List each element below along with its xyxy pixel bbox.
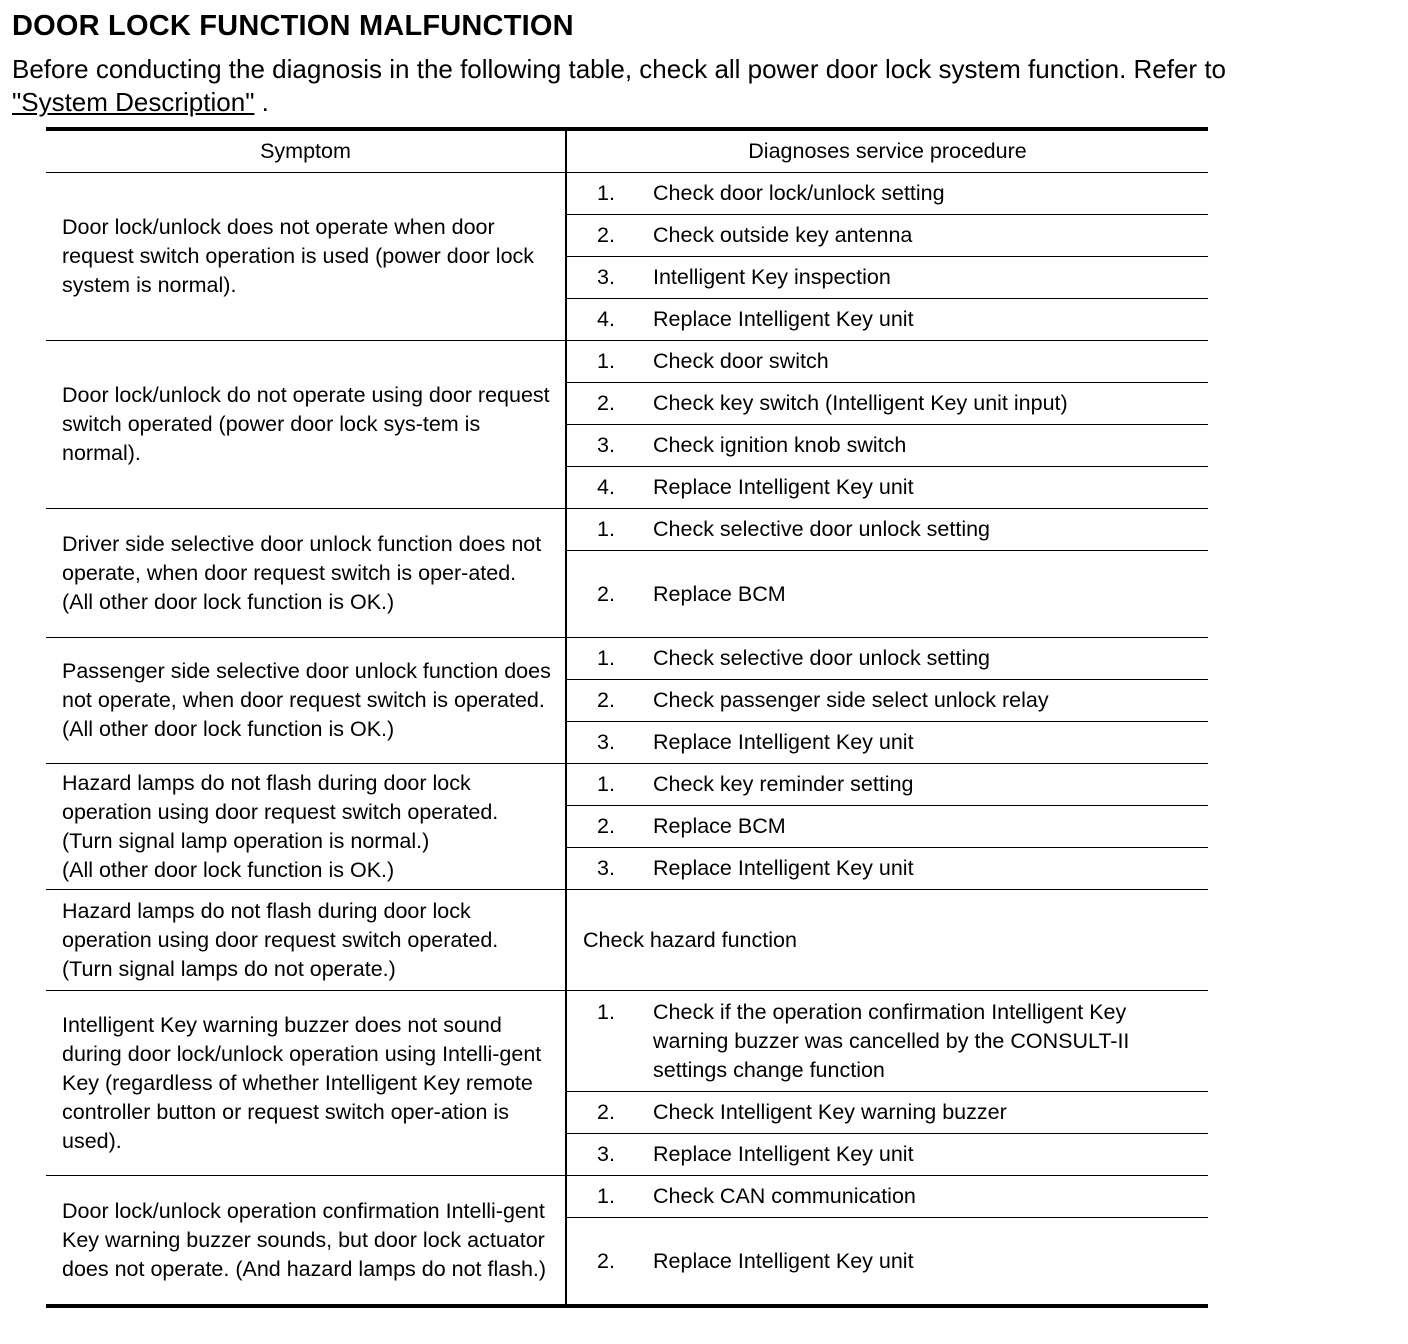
- procedure-step-cell: [566, 1176, 1208, 1218]
- step-text: Replace Intelligent Key unit: [653, 1142, 914, 1166]
- step-text: Check key switch (Intelligent Key unit input): [653, 391, 1068, 415]
- step-number: 2.: [597, 1248, 615, 1273]
- procedure-step-cell: [566, 722, 1208, 764]
- symptom-text: Door lock/unlock does not operate when door request switch operation is used (power door lock system is normal).: [62, 215, 535, 297]
- step-number: 1.: [597, 646, 615, 670]
- table-row: [46, 638, 1208, 680]
- step-text: Check door switch: [653, 349, 829, 373]
- table-row: [46, 991, 1208, 1092]
- table-body: [46, 173, 1208, 1307]
- step-number: 3.: [597, 730, 615, 754]
- procedure-step-cell: [566, 341, 1208, 383]
- intro-paragraph: [12, 53, 1402, 119]
- symptom-text: Driver side selective door unlock function does not operate, when door request switch is oper-ated. (All other door lock function is OK.): [62, 531, 542, 614]
- procedure-header: Diagnoses service procedure: [566, 129, 1208, 173]
- symptom-cell: [46, 764, 566, 890]
- system-description-link[interactable]: "System Description": [12, 87, 255, 117]
- step-text: Replace BCM: [653, 814, 786, 838]
- procedure-step-cell: [566, 257, 1208, 299]
- step-number: 2.: [597, 688, 615, 712]
- step-text: Check Intelligent Key warning buzzer: [653, 1100, 1007, 1124]
- step-text: Replace Intelligent Key unit: [653, 307, 914, 331]
- procedure-step-cell: [566, 467, 1208, 509]
- step-number: 4.: [597, 307, 615, 331]
- procedure-step-cell: [566, 215, 1208, 257]
- procedure-step-cell: [566, 764, 1208, 806]
- step-number: 2.: [597, 223, 615, 247]
- symptom-text: Hazard lamps do not flash during door lock operation using door request switch operated. (Turn signal lamp operation is normal.) (All other door lock function is OK.): [62, 770, 499, 882]
- symptom-cell: [46, 1176, 566, 1307]
- procedure-step-cell: [566, 299, 1208, 341]
- table-row: [46, 1176, 1208, 1218]
- table-row: [46, 764, 1208, 806]
- step-text: Check door lock/unlock setting: [653, 181, 945, 205]
- step-number: 1.: [597, 1184, 615, 1208]
- symptom-cell: [46, 890, 566, 991]
- step-number: 3.: [597, 265, 615, 289]
- step-text: Replace BCM: [653, 581, 786, 606]
- symptom-cell: [46, 173, 566, 341]
- symptom-text: Hazard lamps do not flash during door lock operation using door request switch operated. (Turn signal lamps do not operate.): [62, 898, 499, 981]
- step-number: 3.: [597, 433, 615, 457]
- step-text: Check key reminder setting: [653, 772, 914, 796]
- step-number: 1.: [597, 517, 615, 541]
- symptom-cell: [46, 638, 566, 764]
- symptom-text: Door lock/unlock do not operate using door request switch operated (power door lock sys-tem is normal).: [62, 383, 550, 465]
- step-number: 2.: [597, 581, 615, 606]
- step-text: Replace Intelligent Key unit: [653, 475, 914, 499]
- step-text: Check selective door unlock setting: [653, 517, 991, 541]
- procedure-step-cell: [566, 806, 1208, 848]
- symptom-text: Door lock/unlock operation confirmation Intelli-gent Key warning buzzer sounds, but door lock actuator does not operate. (And hazard lamps do not flash.): [62, 1198, 547, 1281]
- procedure-step-cell: [566, 638, 1208, 680]
- procedure-step-cell: [566, 1134, 1208, 1176]
- procedure-step-cell: [566, 1218, 1208, 1307]
- page-title: DOOR LOCK FUNCTION MALFUNCTION: [12, 10, 574, 42]
- step-number: 4.: [597, 475, 615, 499]
- step-text: Check passenger side select unlock relay: [653, 688, 1049, 712]
- table-row: [46, 509, 1208, 551]
- procedure-step-cell: [566, 1092, 1208, 1134]
- step-number: 2.: [597, 391, 615, 415]
- procedure-single-cell: Check hazard function: [566, 890, 1208, 991]
- step-number: 1.: [597, 999, 615, 1024]
- step-text: Check CAN communication: [653, 1184, 916, 1208]
- procedure-step-cell: [566, 551, 1208, 638]
- step-text: Replace Intelligent Key unit: [653, 730, 914, 754]
- procedure-step-cell: [566, 425, 1208, 467]
- symptom-text: Passenger side selective door unlock function does not operate, when door request switch is operated. (All other door lock function is OK.): [62, 659, 551, 741]
- step-text: Check if the operation confirmation Intelligent Key warning buzzer was cancelled by the CONSULT-II settings change function: [653, 999, 1130, 1082]
- table-row: [46, 173, 1208, 215]
- procedure-step-cell: [566, 509, 1208, 551]
- procedure-step-cell: [566, 680, 1208, 722]
- table-row: [46, 890, 1208, 991]
- symptom-cell: [46, 509, 566, 638]
- step-text: Replace Intelligent Key unit: [653, 1248, 914, 1273]
- table-row: [46, 341, 1208, 383]
- step-text: Check ignition knob switch: [653, 433, 907, 457]
- step-number: 3.: [597, 1142, 615, 1166]
- procedure-step-cell: [566, 991, 1208, 1092]
- step-number: 1.: [597, 181, 615, 205]
- intro-text: Before conducting the diagnosis in the following table, check all power door lock system function. Refer to: [12, 54, 1227, 84]
- symptom-cell: [46, 991, 566, 1176]
- table-header-row: [46, 129, 1208, 173]
- procedure-step-cell: [566, 848, 1208, 890]
- symptom-header: Symptom: [46, 129, 566, 173]
- step-text: Intelligent Key inspection: [653, 265, 891, 289]
- step-number: 1.: [597, 349, 615, 373]
- step-text: Check outside key antenna: [653, 223, 913, 247]
- step-text: Check selective door unlock setting: [653, 646, 991, 670]
- intro-suffix: .: [254, 87, 269, 117]
- symptom-text: Intelligent Key warning buzzer does not sound during door lock/unlock operation using Intelli-gent Key (regardless of whether Intelligent Key remote controller button or request switch oper-ation is used).: [62, 1012, 542, 1153]
- diagnosis-table: [46, 127, 1208, 1308]
- procedure-step-cell: [566, 173, 1208, 215]
- step-number: 3.: [597, 856, 615, 880]
- procedure-step-cell: [566, 383, 1208, 425]
- step-number: 2.: [597, 814, 615, 838]
- step-number: 2.: [597, 1100, 615, 1124]
- step-number: 1.: [597, 772, 615, 796]
- symptom-cell: [46, 341, 566, 509]
- step-text: Replace Intelligent Key unit: [653, 856, 914, 880]
